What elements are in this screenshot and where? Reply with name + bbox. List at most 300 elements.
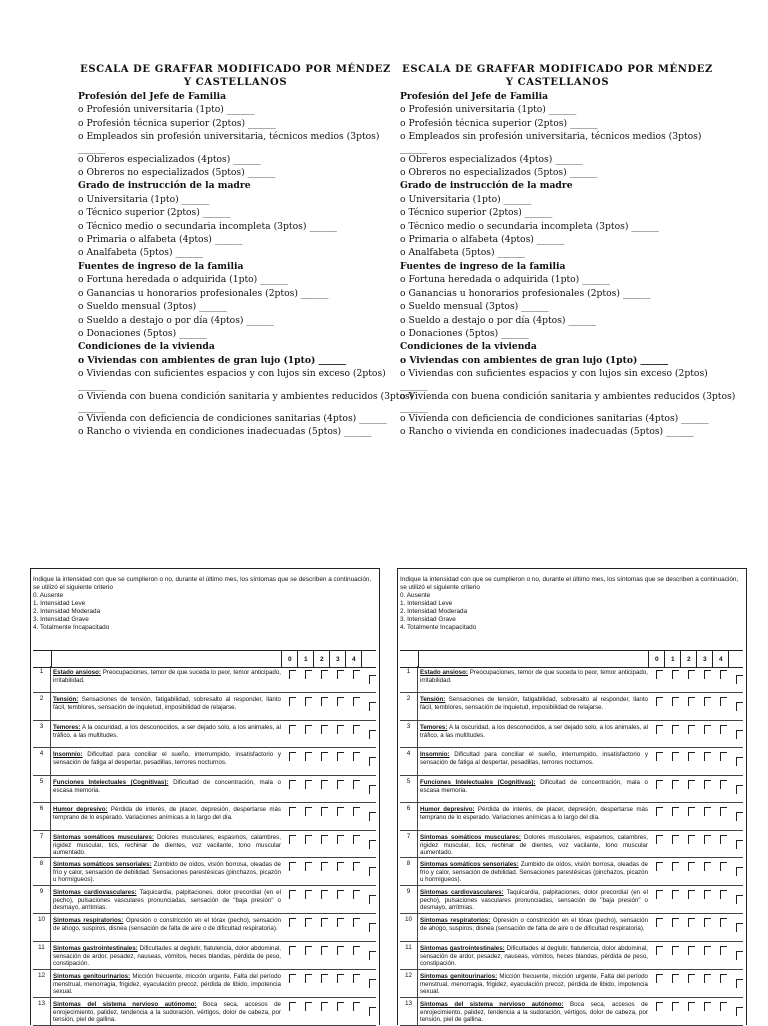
option-item[interactable]: o Viviendas con suficientes espacios y con lujos sin exceso (2ptos)	[400, 368, 708, 380]
rating-checkbox[interactable]	[369, 1007, 376, 1016]
symptom-name: Síntomas respiratorios:	[53, 917, 124, 924]
rating-checkbox[interactable]	[720, 780, 727, 789]
symptom-description	[420, 696, 648, 711]
rating-checkbox[interactable]	[736, 979, 743, 988]
rating-checkbox[interactable]	[321, 974, 328, 983]
symptom-detail: Sensaciones de tensión, fatigabilidad, sobresalto al responder, llanto fácil, temblores, sensación de inquietud, imposibilidad de relajarse.	[420, 696, 648, 711]
rating-checkbox[interactable]	[353, 946, 360, 955]
rating-checkbox[interactable]	[704, 974, 711, 983]
rating-checkbox[interactable]	[688, 862, 695, 871]
row-number: 2	[400, 693, 418, 720]
rating-checkbox[interactable]	[704, 725, 711, 734]
rating-checkbox[interactable]	[688, 946, 695, 955]
rating-checkbox[interactable]	[656, 974, 663, 983]
rating-checkbox[interactable]	[672, 752, 679, 761]
rating-checkbox[interactable]	[289, 670, 296, 679]
rating-checkbox[interactable]	[369, 979, 376, 988]
rating-checkbox[interactable]	[736, 895, 743, 904]
option-item[interactable]: o Viviendas con ambientes de gran lujo (1pto) ______	[78, 354, 347, 366]
option-item[interactable]: o Donaciones (5ptos) ______	[400, 327, 529, 339]
option-item[interactable]: o Rancho o vivienda en condiciones inadecuadas (5ptos) ______	[400, 426, 694, 438]
rating-checkbox[interactable]	[353, 918, 360, 927]
rating-checkbox[interactable]	[656, 918, 663, 927]
rating-checkbox[interactable]	[353, 862, 360, 871]
rating-checkbox[interactable]	[656, 1002, 663, 1011]
rating-checkbox[interactable]	[321, 946, 328, 955]
scale-header: 3	[336, 656, 340, 663]
rating-checkbox[interactable]	[289, 946, 296, 955]
rating-checkbox[interactable]	[720, 752, 727, 761]
rating-checkbox[interactable]	[337, 974, 344, 983]
rating-checkbox[interactable]	[720, 918, 727, 927]
rating-checkbox[interactable]	[321, 670, 328, 679]
rating-checkbox[interactable]	[289, 1002, 296, 1011]
rating-checkbox[interactable]	[736, 951, 743, 960]
rating-checkbox[interactable]	[720, 670, 727, 679]
symptom-row	[400, 721, 743, 748]
symptom-name: Síntomas gastrointestinales:	[53, 945, 138, 952]
symptom-row	[33, 666, 376, 693]
rating-checkbox[interactable]	[289, 974, 296, 983]
rating-checkbox[interactable]	[305, 918, 312, 927]
option-item[interactable]: o Empleados sin profesión universitaria, técnicos medios (3ptos)	[78, 131, 380, 143]
rating-checkbox[interactable]	[337, 890, 344, 899]
rating-checkbox[interactable]	[305, 725, 312, 734]
symptom-row	[33, 886, 376, 914]
symptom-description	[420, 1001, 648, 1024]
rating-checkbox[interactable]	[704, 835, 711, 844]
rating-checkbox[interactable]	[353, 752, 360, 761]
option-item[interactable]: o Fortuna heredada o adquirida (1pto) ______	[78, 274, 288, 286]
rating-checkbox[interactable]	[289, 780, 296, 789]
rating-checkbox[interactable]	[369, 757, 376, 766]
rating-checkbox[interactable]	[353, 807, 360, 816]
rating-checkbox[interactable]	[720, 862, 727, 871]
header-divider	[51, 651, 52, 667]
rating-checkbox[interactable]	[369, 812, 376, 821]
rating-checkbox[interactable]	[672, 862, 679, 871]
rating-checkbox[interactable]	[321, 1002, 328, 1011]
symptom-row	[33, 998, 376, 1026]
row-number: 10	[33, 914, 51, 941]
symptom-row	[400, 776, 743, 803]
rating-checkbox[interactable]	[736, 675, 743, 684]
rating-checkbox[interactable]	[704, 918, 711, 927]
rating-checkbox[interactable]	[369, 785, 376, 794]
option-item[interactable]: o Primaria o alfabeta (4ptos) ______	[400, 234, 565, 246]
rating-checkbox[interactable]	[736, 923, 743, 932]
answer-blank[interactable]: ______	[400, 379, 428, 391]
option-item[interactable]: o Ganancias u honorarios profesionales (2ptos) ______	[400, 287, 651, 299]
rating-checkbox[interactable]	[688, 974, 695, 983]
rating-checkbox[interactable]	[688, 890, 695, 899]
option-item[interactable]: o Vivienda con buena condición sanitaria y ambientes reducidos (3ptos)	[78, 390, 414, 402]
rating-checkbox[interactable]	[672, 946, 679, 955]
symptom-name: Estado ansioso:	[420, 669, 468, 676]
symptom-detail: Dificultad para conciliar el sueño, interrumpido, insatisfactorio y sensación de fatiga al despertar, pesadillas, terrores nocturnos.	[53, 751, 281, 766]
rating-checkbox[interactable]	[337, 918, 344, 927]
symptom-row	[400, 693, 743, 721]
rating-checkbox[interactable]	[353, 780, 360, 789]
rating-checkbox[interactable]	[353, 725, 360, 734]
criterion-item: 2. Intensidad Moderada	[400, 608, 468, 615]
symptom-row	[400, 831, 743, 858]
row-number: 6	[33, 803, 51, 830]
symptom-name: Síntomas genitourinarios:	[420, 973, 498, 980]
rating-checkbox[interactable]	[688, 670, 695, 679]
symptom-description	[53, 973, 281, 996]
symptom-name: Humor depresivo:	[420, 806, 475, 813]
rating-checkbox[interactable]	[720, 697, 727, 706]
symptom-detail: Taquicardia, palpitaciones, dolor precordial (en el pecho), pulsaciones vasculares pronunciadas, sensación de "baja presión" o desmayo, arritmias.	[420, 889, 649, 912]
section-heading: Profesión del Jefe de Familia	[78, 91, 227, 102]
criterion-item: 4. Totalmente Incapacitado	[33, 624, 110, 631]
rating-checkbox[interactable]	[688, 752, 695, 761]
option-item[interactable]: o Donaciones (5ptos) ______	[78, 327, 207, 339]
rating-checkbox[interactable]	[736, 757, 743, 766]
rating-checkbox[interactable]	[720, 835, 727, 844]
rating-checkbox[interactable]	[305, 780, 312, 789]
option-item[interactable]: o Sueldo a destajo o por día (4ptos) ______	[400, 314, 596, 326]
rating-checkbox[interactable]	[337, 780, 344, 789]
row-number: 3	[33, 721, 51, 747]
rating-checkbox[interactable]	[321, 890, 328, 899]
option-item[interactable]: o Profesión técnica superior (2ptos) ______	[78, 117, 276, 129]
option-item[interactable]: o Universitaria (1pto) ______	[78, 193, 210, 205]
symptom-description	[420, 724, 648, 739]
rating-checkbox[interactable]	[321, 697, 328, 706]
rating-checkbox[interactable]	[720, 725, 727, 734]
rating-checkbox[interactable]	[656, 835, 663, 844]
scale-header: 2	[687, 656, 691, 663]
symptom-name: Temores:	[420, 724, 448, 731]
section-heading: Grado de instrucción de la madre	[78, 180, 251, 192]
rating-checkbox[interactable]	[736, 1007, 743, 1016]
rating-checkbox[interactable]	[720, 974, 727, 983]
rating-checkbox[interactable]	[321, 835, 328, 844]
rating-checkbox[interactable]	[337, 670, 344, 679]
rating-checkbox[interactable]	[688, 697, 695, 706]
symptom-detail: Preocupaciones, temor de que suceda lo peor, temor anticipado, irritabilidad.	[53, 669, 281, 684]
rating-checkbox[interactable]	[369, 951, 376, 960]
row-number: 11	[33, 942, 51, 969]
option-item[interactable]: o Profesión universitaria (1pto) ______	[400, 104, 577, 116]
rating-checkbox[interactable]	[369, 923, 376, 932]
rating-checkbox[interactable]	[289, 835, 296, 844]
rating-checkbox[interactable]	[353, 835, 360, 844]
symptom-detail: Zumbido de oídos, visión borrosa, oleadas de frío y calor, sensación de debilidad. Sensaciones parestésicas (pinchazos, picazón u hormigueos).	[420, 861, 648, 884]
rating-checkbox[interactable]	[337, 697, 344, 706]
rating-checkbox[interactable]	[736, 840, 743, 849]
rating-checkbox[interactable]	[672, 890, 679, 899]
rating-checkbox[interactable]	[720, 946, 727, 955]
option-item[interactable]: o Rancho o vivienda en condiciones inadecuadas (5ptos) ______	[78, 426, 372, 438]
symptom-row	[400, 748, 743, 776]
rating-checkbox[interactable]	[369, 867, 376, 876]
rating-checkbox[interactable]	[369, 895, 376, 904]
symptom-name: Síntomas gastrointestinales:	[420, 945, 505, 952]
option-item[interactable]: o Sueldo a destajo o por día (4ptos) ______	[78, 314, 274, 326]
rating-checkbox[interactable]	[321, 752, 328, 761]
rating-checkbox[interactable]	[672, 697, 679, 706]
option-item[interactable]: o Profesión universitaria (1pto) ______	[78, 104, 255, 116]
rating-checkbox[interactable]	[656, 946, 663, 955]
symptom-row	[400, 942, 743, 970]
rating-checkbox[interactable]	[321, 780, 328, 789]
symptom-name: Síntomas cardiovasculares:	[53, 889, 137, 896]
option-item[interactable]: o Universitaria (1pto) ______	[400, 193, 532, 205]
option-item[interactable]: o Analfabeta (5ptos) ______	[400, 247, 526, 259]
rating-checkbox[interactable]	[305, 752, 312, 761]
symptom-row	[33, 721, 376, 748]
rating-checkbox[interactable]	[337, 862, 344, 871]
option-item[interactable]: o Técnico superior (2ptos) ______	[78, 207, 231, 219]
symptom-row	[400, 914, 743, 942]
rating-checkbox[interactable]	[289, 725, 296, 734]
option-item[interactable]: o Técnico medio o secundaria incompleta (3ptos) ______	[78, 220, 337, 232]
option-item[interactable]: o Sueldo mensual (3ptos) ______	[400, 301, 549, 313]
option-item[interactable]: o Obreros especializados (4ptos) ______	[400, 153, 583, 165]
rating-checkbox[interactable]	[321, 918, 328, 927]
symptom-detail: Micción frecuente, micción urgente, Falta del período menstrual, menorragia, frigidez, eyaculación precoz, pérdida de libido, impotencia sexual.	[53, 973, 281, 996]
symptom-name: Tensión:	[53, 696, 79, 703]
option-item[interactable]: o Obreros no especializados (5ptos) ______	[400, 167, 598, 179]
rating-checkbox[interactable]	[289, 890, 296, 899]
rating-checkbox[interactable]	[369, 730, 376, 739]
rating-checkbox[interactable]	[656, 890, 663, 899]
rating-checkbox[interactable]	[369, 675, 376, 684]
option-item[interactable]: o Profesión técnica superior (2ptos) ______	[400, 117, 598, 129]
graffar-scale-left	[78, 63, 414, 439]
rating-checkbox[interactable]	[672, 1002, 679, 1011]
row-number: 4	[33, 748, 51, 775]
rating-checkbox[interactable]	[688, 725, 695, 734]
rating-checkbox[interactable]	[704, 670, 711, 679]
symptom-detail: Micción frecuente, micción urgente, Falta del período menstrual, menorragia, frigidez, eyaculación precoz, pérdida de libido, impotencia sexual.	[420, 973, 648, 996]
symptom-name: Síntomas cardiovasculares:	[420, 889, 504, 896]
rating-checkbox[interactable]	[289, 752, 296, 761]
rating-checkbox[interactable]	[736, 785, 743, 794]
option-item[interactable]: o Empleados sin profesión universitaria, técnicos medios (3ptos)	[400, 131, 702, 143]
rating-checkbox[interactable]	[337, 946, 344, 955]
row-number: 5	[400, 776, 418, 802]
option-item[interactable]: o Viviendas con ambientes de gran lujo (1pto) ______	[400, 354, 669, 366]
symptom-description	[53, 806, 281, 821]
rating-checkbox[interactable]	[704, 946, 711, 955]
symptom-description	[53, 1001, 281, 1024]
symptom-row	[400, 803, 743, 831]
rating-checkbox[interactable]	[289, 807, 296, 816]
row-number: 3	[400, 721, 418, 747]
rating-checkbox[interactable]	[289, 862, 296, 871]
rating-checkbox[interactable]	[704, 697, 711, 706]
rating-checkbox[interactable]	[736, 867, 743, 876]
header-divider	[297, 651, 298, 667]
rating-checkbox[interactable]	[688, 835, 695, 844]
row-number: 8	[400, 858, 418, 885]
section-heading: Fuentes de ingreso de la familia	[78, 260, 244, 272]
symptom-description	[53, 779, 281, 794]
rating-checkbox[interactable]	[321, 862, 328, 871]
option-item[interactable]: o Sueldo mensual (3ptos) ______	[78, 301, 227, 313]
rating-checkbox[interactable]	[305, 946, 312, 955]
rating-checkbox[interactable]	[704, 807, 711, 816]
symptom-row	[33, 776, 376, 803]
option-item[interactable]: o Primaria o alfabeta (4ptos) ______	[78, 234, 243, 246]
symptom-name: Funciones Intelectuales (Cognitivas):	[420, 779, 536, 786]
rating-checkbox[interactable]	[672, 725, 679, 734]
rating-checkbox[interactable]	[704, 862, 711, 871]
rating-checkbox[interactable]	[369, 840, 376, 849]
answer-blank[interactable]: ______	[78, 401, 106, 413]
option-item[interactable]: o Vivienda con deficiencia de condiciones sanitarias (4ptos) ______	[78, 412, 387, 424]
instruction-text: Indique la intensidad con que se cumplieron o no, durante el último mes, los síntomas que se describen a continuación, se utilizó el siguiente criterio	[400, 576, 739, 591]
rating-checkbox[interactable]	[672, 918, 679, 927]
symptom-name: Síntomas del sistema nervioso autónomo:	[53, 1001, 197, 1008]
symptom-name: Síntomas del sistema nervioso autónomo:	[420, 1001, 564, 1008]
option-item[interactable]: o Obreros no especializados (5ptos) ______	[78, 167, 276, 179]
rating-checkbox[interactable]	[353, 974, 360, 983]
rating-checkbox[interactable]	[656, 862, 663, 871]
rating-checkbox[interactable]	[305, 807, 312, 816]
rating-checkbox[interactable]	[704, 780, 711, 789]
header-divider	[345, 651, 346, 667]
rating-checkbox[interactable]	[720, 890, 727, 899]
criterion-item: 0. Ausente	[33, 592, 64, 599]
rating-checkbox[interactable]	[704, 752, 711, 761]
answer-blank[interactable]: ______	[400, 401, 428, 413]
symptom-description	[420, 973, 648, 996]
rating-checkbox[interactable]	[736, 812, 743, 821]
symptom-description	[420, 834, 648, 857]
option-item[interactable]: o Obreros especializados (4ptos) ______	[78, 153, 261, 165]
rating-checkbox[interactable]	[369, 702, 376, 711]
option-item[interactable]: o Técnico superior (2ptos) ______	[400, 207, 553, 219]
symptom-description	[420, 751, 648, 766]
symptom-description	[53, 834, 281, 857]
rating-checkbox[interactable]	[289, 918, 296, 927]
symptom-detail: Zumbido de oídos, visión borrosa, oleadas de frío y calor, sensación de debilidad. Sensaciones parestésicas (pinchazos, picazón u hormigueos).	[53, 861, 281, 884]
rating-checkbox[interactable]	[688, 918, 695, 927]
symptom-name: Insomnio:	[420, 751, 450, 758]
graffar-scale-right	[400, 63, 736, 439]
symptom-description	[420, 917, 648, 932]
rating-checkbox[interactable]	[305, 1002, 312, 1011]
rating-checkbox[interactable]	[704, 890, 711, 899]
rating-checkbox[interactable]	[305, 697, 312, 706]
symptom-description	[53, 945, 281, 968]
instructions	[33, 576, 373, 632]
rating-checkbox[interactable]	[672, 974, 679, 983]
rating-checkbox[interactable]	[656, 725, 663, 734]
rating-checkbox[interactable]	[337, 725, 344, 734]
rating-checkbox[interactable]	[736, 730, 743, 739]
row-number: 5	[33, 776, 51, 802]
symptom-detail: Opresión o constricción en el tórax (pecho), sensación de ahogo, suspiros, disnea (sensación de falta de aire o de dificultad respiratoria).	[420, 917, 648, 932]
rating-checkbox[interactable]	[337, 1002, 344, 1011]
rating-checkbox[interactable]	[688, 807, 695, 816]
hamilton-anxiety-table-left	[30, 568, 380, 1025]
header-divider	[728, 651, 729, 667]
rating-checkbox[interactable]	[321, 725, 328, 734]
rating-checkbox[interactable]	[353, 890, 360, 899]
criterion-item: 3. Intensidad Grave	[400, 616, 456, 623]
rating-checkbox[interactable]	[672, 807, 679, 816]
rating-checkbox[interactable]	[720, 807, 727, 816]
option-item[interactable]: o Ganancias u honorarios profesionales (2ptos) ______	[78, 287, 329, 299]
rating-checkbox[interactable]	[305, 835, 312, 844]
rating-checkbox[interactable]	[720, 1002, 727, 1011]
rating-checkbox[interactable]	[672, 835, 679, 844]
rating-checkbox[interactable]	[337, 807, 344, 816]
symptom-detail: Dificultad de concentración, mala o escasa memoria.	[420, 779, 648, 794]
rating-checkbox[interactable]	[305, 862, 312, 871]
section-heading: Condiciones de la vivienda	[400, 341, 537, 353]
rating-checkbox[interactable]	[353, 670, 360, 679]
rating-checkbox[interactable]	[688, 1002, 695, 1011]
symptom-detail: A la oscuridad, a los desconocidos, a ser dejado solo, a los animales, al tráfico, a las multitudes.	[420, 724, 648, 739]
option-item[interactable]: o Vivienda con buena condición sanitaria y ambientes reducidos (3ptos)	[400, 390, 736, 402]
rating-checkbox[interactable]	[305, 974, 312, 983]
criterion-item: 1. Intensidad Leve	[33, 600, 86, 607]
section-heading: Profesión del Jefe de Familia	[400, 91, 549, 102]
rating-checkbox[interactable]	[672, 670, 679, 679]
symptom-description	[53, 889, 281, 912]
header-divider	[664, 651, 665, 667]
rating-checkbox[interactable]	[353, 697, 360, 706]
rating-checkbox[interactable]	[656, 807, 663, 816]
rating-checkbox[interactable]	[353, 1002, 360, 1011]
row-number: 13	[400, 998, 418, 1025]
symptom-row	[33, 748, 376, 776]
rating-checkbox[interactable]	[704, 1002, 711, 1011]
symptom-detail: Boca seca, accesos de enrojecimiento, palidez, tendencia a la sudoración, vértigos, dolor de cabeza, por tensión, piel de gallina.	[53, 1001, 281, 1024]
symptom-name: Estado ansioso:	[53, 669, 101, 676]
criterion-item: 1. Intensidad Leve	[400, 600, 453, 607]
rating-checkbox[interactable]	[337, 835, 344, 844]
rating-checkbox[interactable]	[656, 697, 663, 706]
rating-checkbox[interactable]	[305, 890, 312, 899]
answer-blank[interactable]: ______	[400, 142, 428, 154]
rating-checkbox[interactable]	[672, 780, 679, 789]
rating-checkbox[interactable]	[321, 807, 328, 816]
scale-header: 4	[352, 656, 356, 663]
option-item[interactable]: o Analfabeta (5ptos) ______	[78, 247, 204, 259]
row-number: 2	[33, 693, 51, 720]
option-item[interactable]: o Fortuna heredada o adquirida (1pto) ______	[400, 274, 610, 286]
scale-header: 4	[719, 656, 723, 663]
rating-checkbox[interactable]	[688, 780, 695, 789]
option-item[interactable]: o Vivienda con deficiencia de condiciones sanitarias (4ptos) ______	[400, 412, 709, 424]
header-divider	[696, 651, 697, 667]
rating-checkbox[interactable]	[656, 670, 663, 679]
symptom-name: Tensión:	[420, 696, 446, 703]
rating-checkbox[interactable]	[337, 752, 344, 761]
answer-blank[interactable]: ______	[78, 379, 106, 391]
rating-checkbox[interactable]	[656, 780, 663, 789]
option-item[interactable]: o Viviendas con suficientes espacios y con lujos sin exceso (2ptos)	[78, 368, 386, 380]
rating-checkbox[interactable]	[736, 702, 743, 711]
answer-blank[interactable]: ______	[78, 142, 106, 154]
rating-checkbox[interactable]	[656, 752, 663, 761]
symptom-description	[420, 779, 648, 794]
symptom-name: Síntomas respiratorios:	[420, 917, 491, 924]
rating-checkbox[interactable]	[289, 697, 296, 706]
symptom-description	[53, 861, 281, 884]
rating-checkbox[interactable]	[305, 670, 312, 679]
symptom-row	[400, 998, 743, 1026]
option-item[interactable]: o Técnico medio o secundaria incompleta (3ptos) ______	[400, 220, 659, 232]
